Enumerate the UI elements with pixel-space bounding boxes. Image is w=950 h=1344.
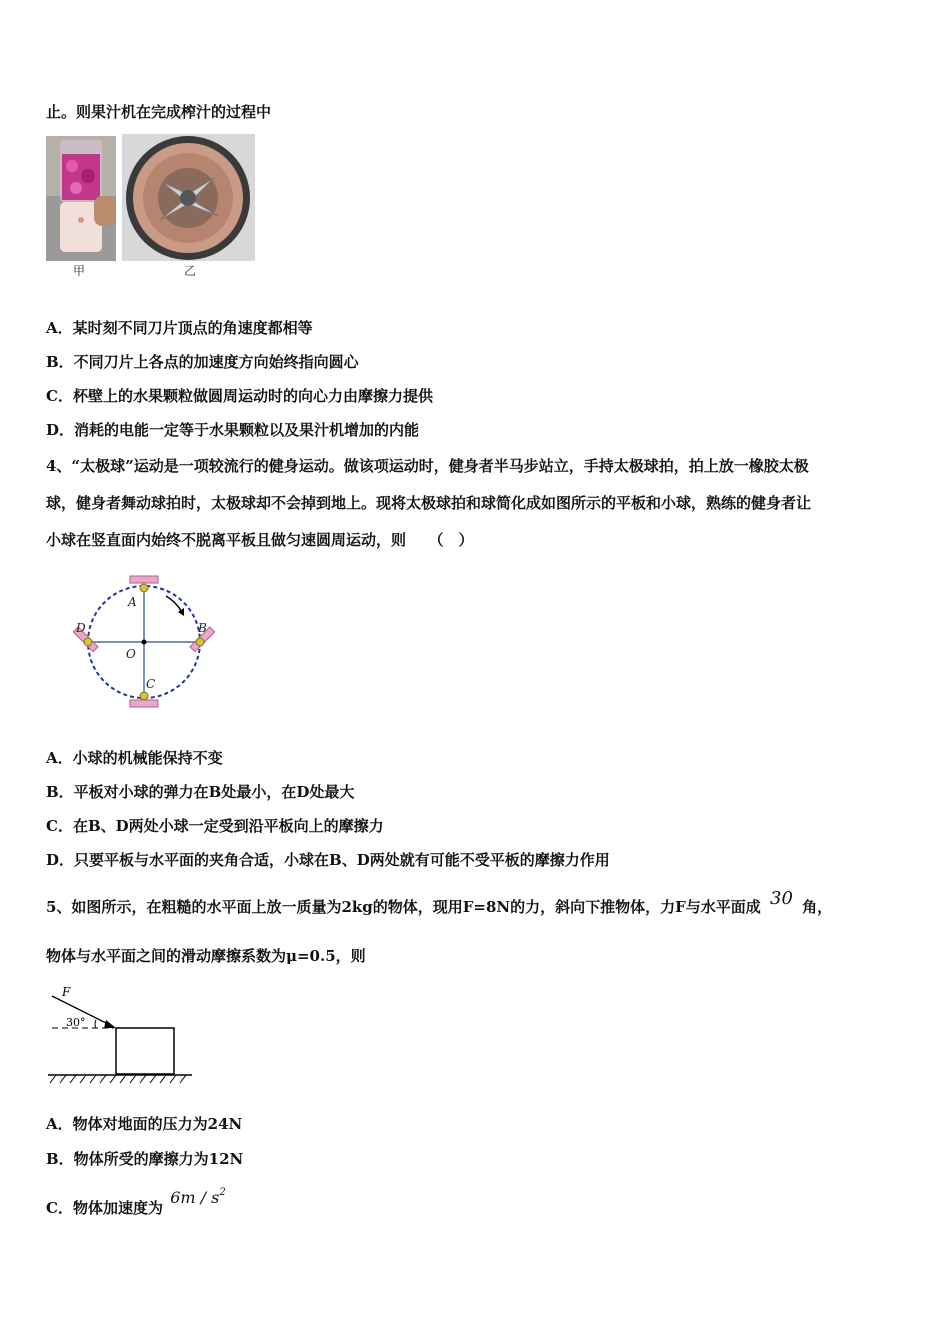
label-B: B (198, 621, 207, 635)
juicer-photo (46, 136, 116, 261)
q3-tail-text: 止。则果汁机在完成榨汁的过程中 (46, 103, 272, 121)
q5-accel-exponent: 2 (219, 1187, 226, 1198)
q3-option-c: C．杯壁上的水果颗粒做圆周运动时的向心力由摩擦力提供 (46, 387, 433, 405)
q5-angle-value: 30 (770, 888, 793, 909)
q5-stem-line-1 (46, 888, 833, 917)
label-A: A (128, 595, 137, 609)
q3-option-a: A．某时刻不同刀片顶点的角速度都相等 (46, 319, 313, 337)
block-force-diagram (44, 982, 196, 1088)
label-D: D (76, 621, 86, 635)
fig-label-jia: 甲 (73, 264, 86, 278)
force-label: F (62, 985, 71, 999)
q5-stem-text: 5、如图所示，在粗糙的水平面上放一质量为2kg的物体，现用F=8N的力，斜向下推物体，力F与水平面成 (46, 898, 761, 916)
q4-option-d: D．只要平板与水平面的夹角合适，小球在B、D两处就有可能不受平板的摩擦力作用 (46, 851, 610, 869)
q5-option-c-text: C．物体加速度为 (46, 1199, 163, 1217)
q4-option-a: A．小球的机械能保持不变 (46, 749, 223, 767)
label-O: O (126, 647, 136, 661)
q3-option-d: D．消耗的电能一定等于水果颗粒以及果汁机增加的内能 (46, 421, 420, 439)
q4-stem-line-3: 小球在竖直面内始终不脱离平板且做匀速圆周运动，则 （ ） (46, 531, 474, 549)
q4-stem-line-2: 球，健身者舞动球拍时，太极球却不会掉到地上。现将太极球拍和球简化成如图所示的平板和小球，熟练的健身者让 (46, 494, 812, 512)
juicer-blade-photo (122, 134, 255, 261)
q5-accel-value: 6m / s (170, 1188, 220, 1207)
angle-label: 30° (66, 1016, 86, 1029)
taiji-ball-diagram (66, 572, 226, 712)
q4-option-b: B．平板对小球的弹力在B处最小，在D处最大 (46, 783, 355, 801)
q5-option-b: B．物体所受的摩擦力为12N (46, 1150, 244, 1168)
q5-option-c (46, 1187, 226, 1218)
q5-stem-end: 角， (802, 898, 833, 916)
q5-option-a: A．物体对地面的压力为24N (46, 1115, 243, 1133)
q4-option-c: C．在B、D两处小球一定受到沿平板向上的摩擦力 (46, 817, 384, 835)
q3-option-b: B．不同刀片上各点的加速度方向始终指向圆心 (46, 353, 359, 371)
fig-label-yi: 乙 (184, 264, 197, 278)
q4-stem-line-1: 4、“太极球”运动是一项较流行的健身运动。做该项运动时，健身者半马步站立，手持太极球拍，拍上放一橡胶太极 (46, 457, 809, 475)
q5-stem-line-2: 物体与水平面之间的滑动摩擦系数为μ=0.5，则 (46, 947, 366, 965)
label-C: C (146, 677, 156, 691)
